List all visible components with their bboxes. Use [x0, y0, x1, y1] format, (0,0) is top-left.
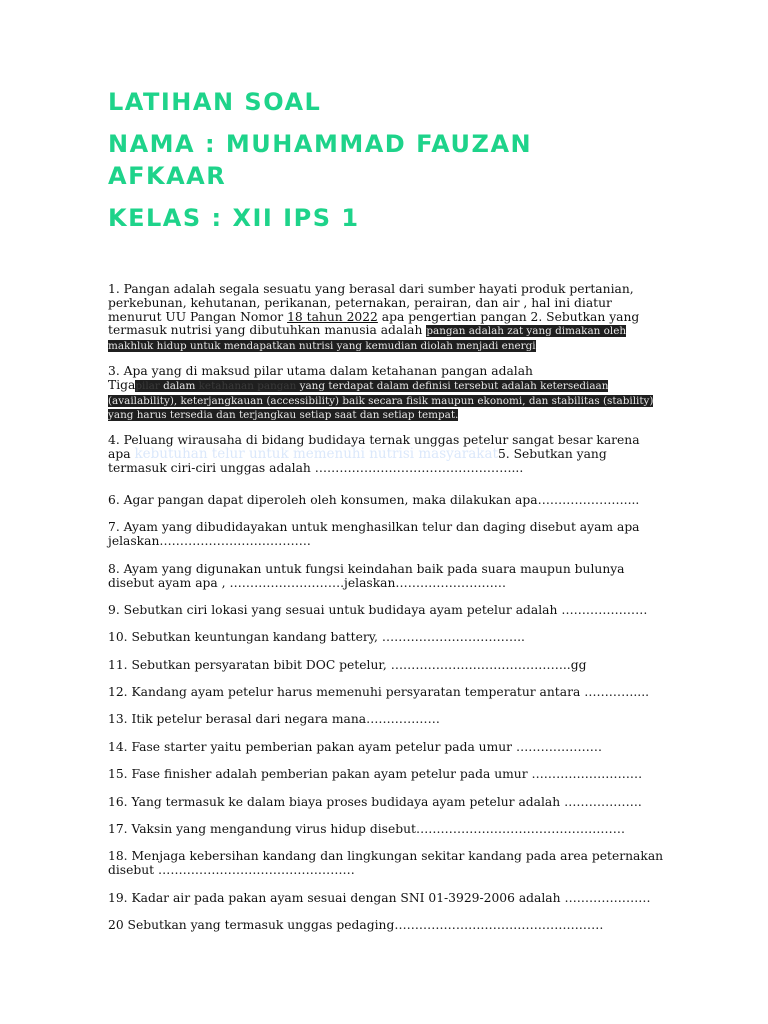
- question-13: 13. Itik petelur berasal dari negara mana………………: [108, 712, 440, 726]
- question-14: 14. Fase starter yaitu pemberian pakan ayam petelur pada umur …………………: [108, 740, 603, 754]
- question-11: 11. Sebutkan persyaratan bibit DOC petelur, ……………………………………..gg: [108, 658, 587, 672]
- question-3-ketahanan: ketahanan pangan: [198, 379, 297, 392]
- student-name-line2: AFKAAR: [108, 162, 227, 190]
- question-3: [108, 365, 664, 423]
- question-3-answer: yang terdapat dalam definisi tersebut adalah ketersediaan (availability), keterjangkauan (accessibility) baik secara fisik maupun ekonomi, dan stabilitas (stability) yang harus tersedia dan terjangkau setiap saat dan setiap tempat.: [108, 379, 654, 422]
- document-title: LATIHAN SOAL: [108, 88, 322, 116]
- question-20: 20 Sebutkan yang termasuk unggas pedaging……………………………………………: [108, 918, 604, 932]
- question-18: 18. Menjaga kebersihan kandang dan lingkungan sekitar kandang pada area peternakan disebut …………………………………………: [108, 849, 664, 877]
- question-1: [108, 283, 664, 354]
- student-name-line1: NAMA : MUHAMMAD FAUZAN: [108, 130, 533, 158]
- question-1-answer: pangan adalah zat yang dimakan oleh makhluk hidup untuk mendapatkan nutrisi yang kemudian diolah menjadi energi: [108, 325, 627, 353]
- question-6: 6. Agar pangan dapat diperoleh oleh konsumen, maka dilakukan apa…………………....: [108, 493, 640, 507]
- question-4-answer: kebutuhan telur untuk memenuhi nutrisi masyarakat: [134, 445, 498, 462]
- question-12: 12. Kandang ayam petelur harus memenuhi persyaratan temperatur antara …………....: [108, 685, 650, 699]
- question-3-dalam: dalam: [159, 379, 199, 392]
- question-16: 16. Yang termasuk ke dalam biaya proses budidaya ayam petelur adalah ……………….: [108, 795, 642, 809]
- question-3-pilar: pilar: [135, 379, 160, 392]
- question-5-text: 5. Sebutkan yang termasuk ciri-ciri unggas adalah …………………………………………...: [108, 446, 607, 475]
- question-8: 8. Ayam yang digunakan untuk fungsi keindahan baik pada suara maupun bulunya disebut ayam apa , ……………………….jelaskan………………………: [108, 562, 625, 590]
- question-15: 15. Fase finisher adalah pemberian pakan ayam petelur pada umur ………………………: [108, 767, 643, 781]
- question-3-text: 3. Apa yang di maksud pilar utama dalam ketahanan pangan adalah: [108, 364, 533, 378]
- question-1-text: 1. Pangan adalah segala sesuatu yang berasal dari sumber hayati produk pertanian, perkebunan, kehutanan, perikanan, peternakan, perairan, dan air , hal ini diatur menurut UU Pangan Nomor: [108, 282, 634, 324]
- question-4-text: 4. Peluang wirausaha di bidang budidaya ternak unggas petelur sangat besar karena apa: [108, 433, 640, 461]
- question-3-answer-start: Tiga: [108, 377, 136, 392]
- student-class: KELAS : XII IPS 1: [108, 204, 360, 232]
- question-4: [108, 434, 664, 475]
- question-1-law-number: 18 tahun 2022: [287, 309, 378, 324]
- question-1-text-b: apa pengertian pangan 2. Sebutkan yang termasuk nutrisi yang dibutuhkan manusia adalah: [108, 309, 640, 338]
- question-9: 9. Sebutkan ciri lokasi yang sesuai untuk budidaya ayam petelur adalah …………………: [108, 603, 648, 617]
- question-17: 17. Vaksin yang mengandung virus hidup disebut……………………………………………: [108, 822, 626, 836]
- question-7: 7. Ayam yang dibudidayakan untuk menghasilkan telur dan daging disebut ayam apa jelaskan……………………………….: [108, 520, 640, 548]
- question-19: 19. Kadar air pada pakan ayam sesuai dengan SNI 01-3929-2006 adalah …………………: [108, 891, 651, 905]
- question-10: 10. Sebutkan keuntungan kandang battery, ……………………………..: [108, 630, 525, 644]
